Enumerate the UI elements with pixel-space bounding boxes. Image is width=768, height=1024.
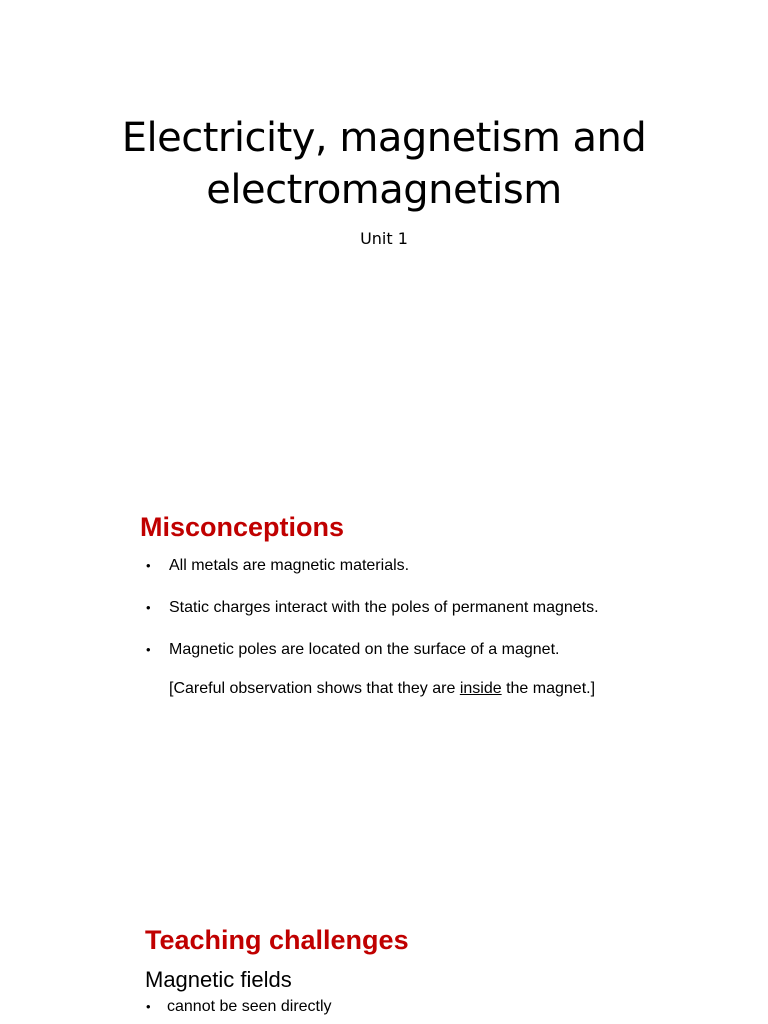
bullet-icon: •: [146, 999, 151, 1014]
list-item: [146, 598, 706, 640]
misconceptions-slide: [0, 470, 768, 880]
list-item-text: Magnetic poles are located on the surface of a magnet.: [169, 641, 560, 658]
list-item-text: cannot be seen directly: [167, 998, 332, 1015]
bullet-icon: •: [146, 642, 151, 657]
list-item: [146, 640, 706, 682]
misconceptions-list: [146, 556, 706, 682]
title-line-1: Electricity, magnetism and: [121, 115, 647, 161]
list-item-text: Static charges interact with the poles of permanent magnets.: [169, 599, 599, 616]
misconceptions-heading: Misconceptions: [140, 512, 345, 542]
magnetic-fields-subheading: Magnetic fields: [145, 967, 292, 992]
title-line-2: electromagnetism: [206, 167, 562, 213]
teaching-challenges-heading: Teaching challenges: [145, 925, 409, 955]
list-item: [146, 556, 706, 598]
presentation-title: [0, 112, 768, 216]
note-text-before: [Careful observation shows that they are: [169, 680, 460, 697]
bullet-icon: •: [146, 600, 151, 615]
note-underlined-word: inside: [459, 680, 502, 697]
note-text-after: the magnet.]: [501, 680, 596, 697]
list-item-text: All metals are magnetic materials.: [169, 557, 410, 574]
teaching-challenges-list: [146, 997, 706, 1017]
teaching-challenges-slide: [0, 880, 768, 1024]
bullet-icon: •: [146, 558, 151, 573]
list-item: [146, 997, 706, 1017]
presentation-subtitle: Unit 1: [360, 229, 408, 248]
clarification-note: [169, 679, 595, 699]
title-slide: [0, 0, 768, 470]
